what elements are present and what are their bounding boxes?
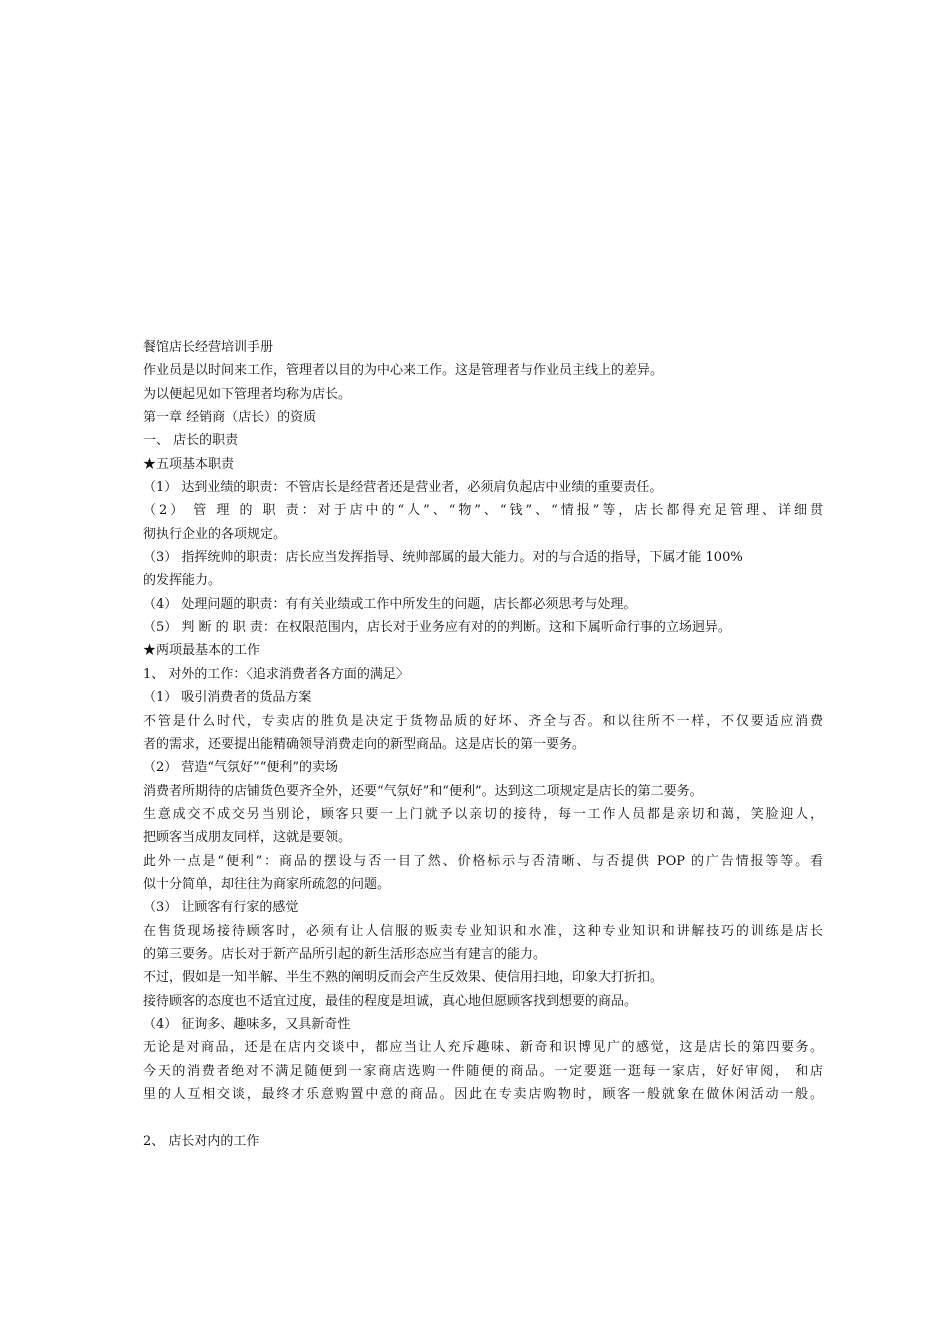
document-body [143,336,823,1153]
blank-line [143,1106,823,1129]
text-line: 无论是对商品，还是在店内交谈中，都应当让人充斥趣味、新奇和识博见广的感觉，这是店长的第四要务。 [143,1040,823,1056]
text-line: 为以便起见如下管理者均称为店长。 [143,386,352,402]
text-line: 把顾客当成朋友同样，这就是要领。 [143,830,352,846]
text-line: 的第三要务。店长对于新产品所引起的新生活形态应当有建言的能力。 [143,946,547,962]
text-line: 不过，假如是一知半解、半生不熟的阐明反而会产生反效果、使信用扫地，印象大打折扣。 [143,970,664,986]
section-heading: 2、 店长对内的工作 [143,1133,260,1149]
text-line: 作业员是以时间来工作，管理者以目的为中心来工作。这是管理者与作业员主线上的差异。 [143,363,664,379]
text-line: 的发挥能力。 [143,573,222,589]
chapter-heading: 第一章 经销商（店长）的资质 [143,410,317,426]
text-line: 在售货现场接待顾客时，必须有让人信服的贩卖专业知识和水准，这种专业知识和讲解技巧的训练是店长 [143,923,823,939]
section-heading: 一、 店长的职责 [143,433,239,449]
text-line: 接待顾客的态度也不适宜过度，最佳的程度是坦诚，真心地但愿顾客找到想要的商品。 [143,993,638,1009]
text-line: 今天的消费者绝对不满足随便到一家商店选购一件随便的商品。一定要逛一逛每一家店，好好审阅， 和店 [143,1063,823,1079]
section-heading: 1、 对外的工作：〈追求消费者各方面的满足〉 [143,666,409,682]
text-line: 彻执行企业的各项规定。 [143,526,287,542]
list-item: （2） 营造“气氛好”“便利”的卖场 [143,760,338,776]
text-line: 者的需求，还要提出能精确领导消费走向的新型商品。这是店长的第一要务。 [143,736,586,752]
document-title: 餐馆店长经营培训手册 [143,340,274,355]
list-item: （3） 让顾客有行家的感觉 [143,900,299,916]
text-line: 不管是什么时代，专卖店的胜负是决定于货物品质的好坏、齐全与否。和以往所不一样，不仅要适应消费 [143,713,823,729]
text-line: 似十分简单，却往往为商家所疏忽的问题。 [143,876,391,892]
text-line: 消费者所期待的店铺货色要齐全外，还要“气氛好”和“便利”。达到这二项规定是店长的第二要务。 [143,783,703,799]
list-item: （4） 处理问题的职责：有有关业绩或工作中所发生的问题，店长都必须思考与处理。 [143,596,637,612]
text-line: 里的人互相交谈，最终才乐意购置中意的商品。因此在专卖店购物时，顾客一般就象在做休闲活动一般。 [143,1087,823,1102]
list-item: （5） 判 断 的 职 责：在权限范围内，店长对于业务应有对的的判断。这和下属听命行事的立场迥异。 [143,620,731,636]
text-line: 生意成交不成交另当别论，顾客只要一上门就予以亲切的接待，每一工作人员都是亲切和蔼，笑脸迎人， [143,806,823,822]
list-item: （4） 征询多、趣味多，又具新奇性 [143,1016,351,1032]
list-item: （1） 达到业绩的职责：不管店长是经营者还是营业者，必须肩负起店中业绩的重要责任。 [143,480,663,496]
text-line: 此外一点是“便利”：商品的摆设与否一目了然、价格标示与否清晰、与否提供 POP 的广告情报等等。看 [143,853,823,869]
subsection-heading: ★五项基本职责 [143,456,235,472]
subsection-heading: ★两项最基本的工作 [143,643,261,659]
list-item: （3） 指挥统帅的职责：店长应当发挥指导、统帅部属的最大能力。对的与合适的指导，下属才能 100% [143,550,743,566]
list-item: （1） 吸引消费者的货品方案 [143,690,312,706]
list-item: （2） 管 理 的 职 责：对于店中的“人”、“物”、“钱”、“情报”等，店长都得充足管理、详细贯 [143,503,823,519]
